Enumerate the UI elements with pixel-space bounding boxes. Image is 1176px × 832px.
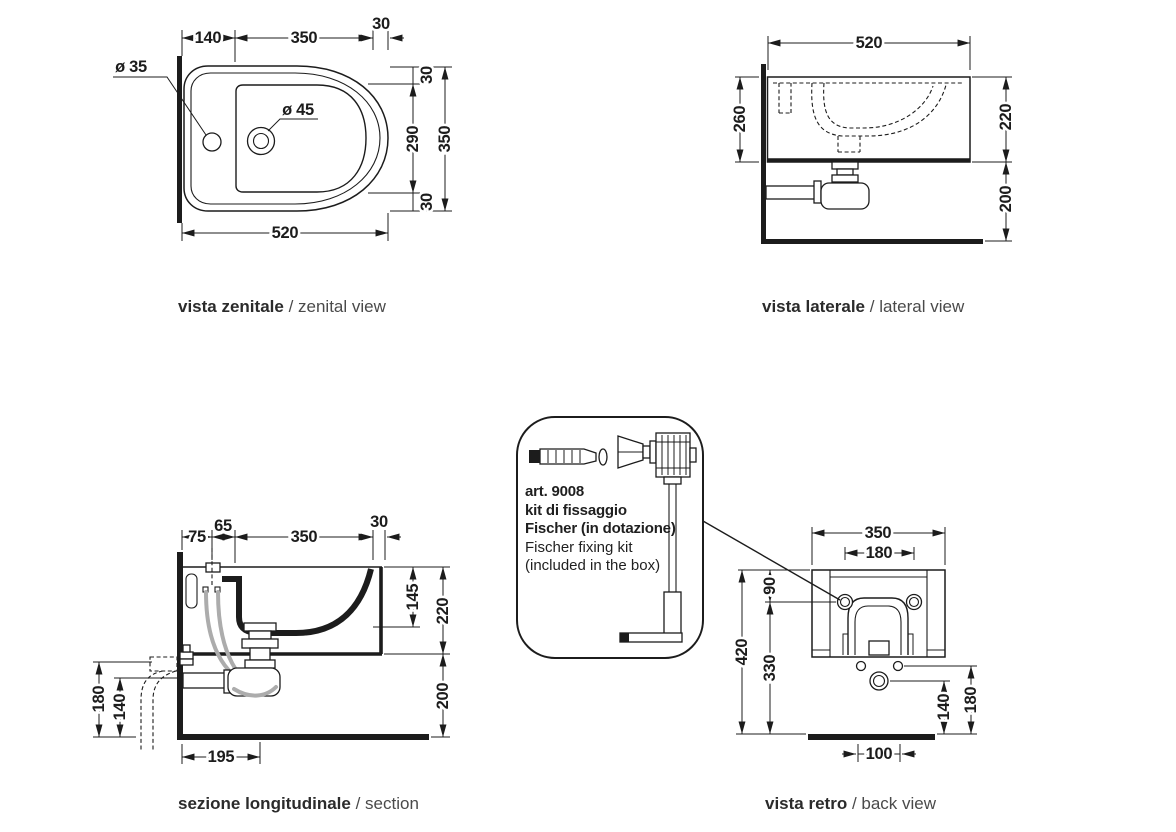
- bidet-body: [768, 77, 971, 162]
- dim-350: 350: [290, 528, 318, 546]
- supply-hole: [857, 662, 866, 671]
- caption-zenital: [178, 297, 386, 317]
- wall-plug-tip: [599, 449, 607, 465]
- dim-350-top: 350: [290, 29, 318, 47]
- caption-lateral-it: vista laterale: [762, 297, 866, 316]
- wall-line: [177, 56, 182, 223]
- dim-140: 140: [111, 693, 129, 721]
- dim-220: 220: [434, 597, 452, 625]
- dim-hole-diameter: ø 35: [115, 58, 147, 76]
- caption-section-it: sezione longitudinale: [178, 794, 351, 813]
- dim-180-right: 180: [962, 686, 980, 714]
- back-view: [703, 521, 980, 763]
- section-view: [90, 513, 452, 766]
- dim-30-top: 30: [372, 15, 390, 33]
- floor-line: [808, 734, 935, 740]
- kit-name-en-2: (included in the box): [525, 557, 661, 574]
- bracket-block: [656, 433, 690, 477]
- caption-back-en: / back view: [851, 794, 937, 813]
- zenital-view: [113, 15, 454, 242]
- fixing-seat: [206, 563, 220, 572]
- caption-zenital-it: vista zenitale: [178, 297, 284, 316]
- tap-hole: [203, 133, 221, 151]
- siphon-trap: [766, 162, 869, 209]
- dim-drain-diameter: ø 45: [282, 101, 314, 119]
- fixing-hole-left: [838, 595, 853, 610]
- dim-180: 180: [90, 685, 108, 713]
- dim-260: 260: [731, 105, 749, 133]
- wall-line: [177, 552, 183, 740]
- supply-hole: [894, 662, 903, 671]
- foot-bar: [620, 633, 682, 642]
- dim-65: 65: [214, 517, 232, 535]
- fixing-hole-right: [907, 595, 922, 610]
- rod-sleeve: [664, 592, 681, 638]
- drain-hole-outer: [248, 128, 275, 155]
- dim-200: 200: [997, 185, 1015, 213]
- floor-line: [177, 734, 429, 740]
- dim-200: 200: [434, 682, 452, 710]
- dim-350-right: 350: [436, 125, 454, 153]
- kit-name-it-2: Fischer (in dotazione): [525, 520, 676, 537]
- foot-tip: [620, 633, 629, 642]
- floor-line: [761, 239, 983, 244]
- dim-520: 520: [271, 224, 299, 242]
- caption-lateral: [762, 297, 964, 317]
- dim-220: 220: [997, 103, 1015, 131]
- dim-330: 330: [761, 654, 779, 682]
- caption-back: [765, 794, 936, 814]
- dim-75: 75: [188, 528, 206, 546]
- wall-plug-head: [529, 450, 540, 463]
- dim-30-right-top: 30: [418, 66, 436, 84]
- dim-145: 145: [404, 583, 422, 611]
- fixing-kit-label: [525, 483, 703, 576]
- dim-180-top: 180: [865, 544, 893, 562]
- caption-zenital-en: / zenital view: [288, 297, 386, 316]
- dim-420: 420: [733, 638, 751, 666]
- waste-hole-outer: [870, 672, 888, 690]
- dim-350: 350: [864, 524, 892, 542]
- hidden-supply-pipes: [141, 657, 177, 752]
- wall-line: [761, 64, 766, 244]
- kit-name-it-1: kit di fissaggio: [525, 501, 627, 519]
- recess-tab: [869, 641, 889, 655]
- fixing-slot: [186, 574, 197, 608]
- caption-back-it: vista retro: [765, 794, 848, 813]
- dim-140: 140: [194, 29, 222, 47]
- lateral-view: [731, 34, 1015, 244]
- caption-section-en: / section: [355, 794, 419, 813]
- dim-140: 140: [935, 693, 953, 721]
- dim-100: 100: [865, 745, 893, 763]
- dim-30: 30: [370, 513, 388, 531]
- dim-90: 90: [761, 577, 779, 595]
- dim-520: 520: [855, 34, 883, 52]
- caption-section: [178, 794, 419, 814]
- kit-article-number: art. 9008: [525, 483, 585, 500]
- kit-name-en-1: Fischer fixing kit: [525, 538, 633, 556]
- caption-lateral-en: / lateral view: [869, 297, 965, 316]
- dim-195: 195: [207, 748, 235, 766]
- dim-30-right-bottom: 30: [418, 193, 436, 211]
- dim-290: 290: [404, 125, 422, 153]
